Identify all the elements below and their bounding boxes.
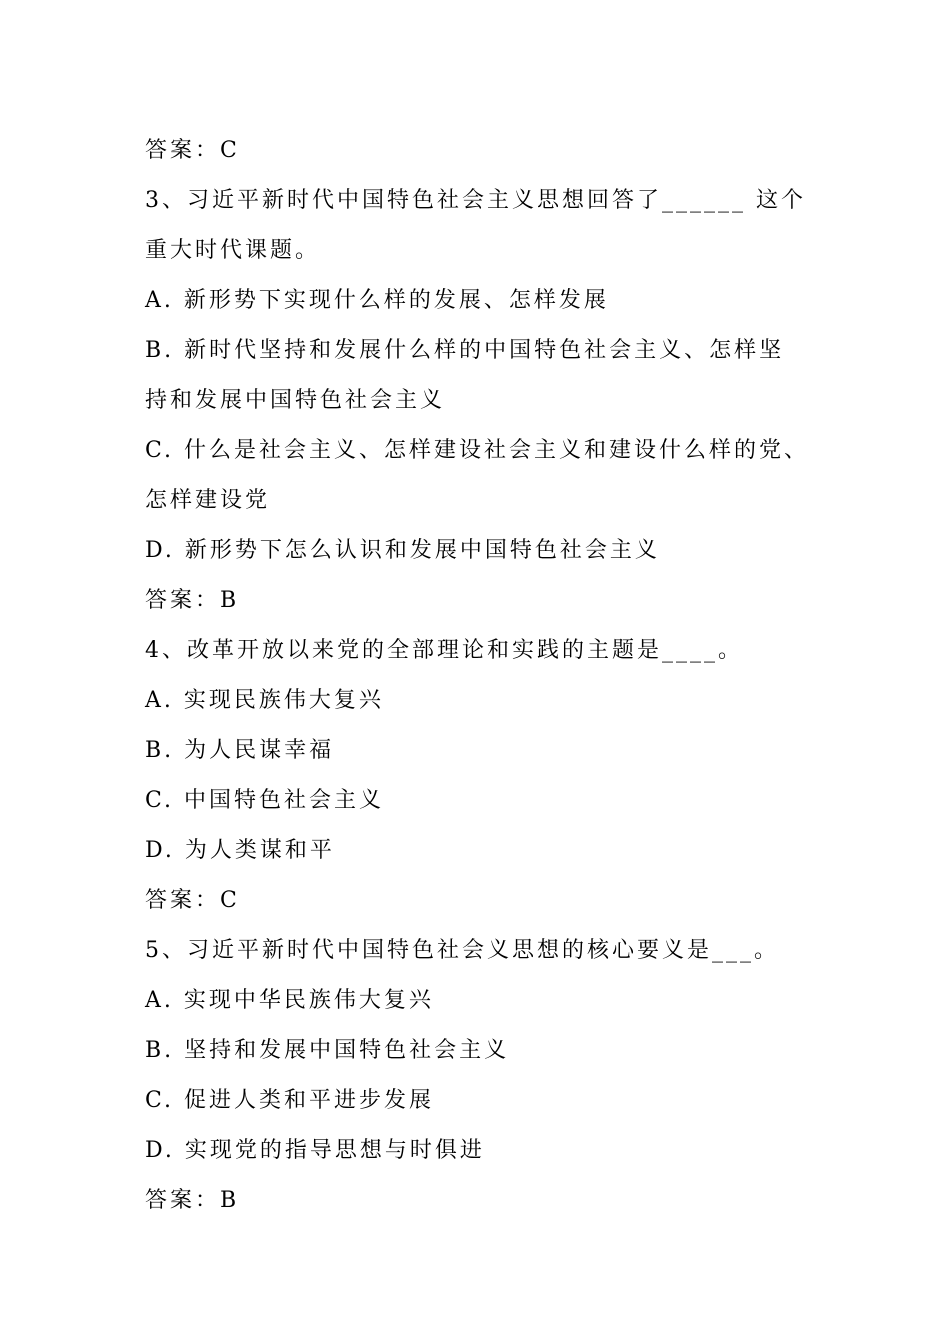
question-4-option-a: A. 实现民族伟大复兴 (145, 688, 384, 713)
question-3-line-1: 3、习近平新时代中国特色社会主义思想回答了______ 这个 (145, 188, 806, 213)
question-4-text: 4、改革开放以来党的全部理论和实践的主题是____。 (145, 638, 743, 663)
question-3-option-c-line-2: 怎样建设党 (145, 488, 271, 513)
question-3-option-d: D. 新形势下怎么认识和发展中国特色社会主义 (145, 538, 660, 563)
question-5-option-b: B. 坚持和发展中国特色社会主义 (145, 1038, 510, 1063)
question-3-option-a: A. 新形势下实现什么样的发展、怎样发展 (145, 288, 609, 313)
question-3-option-b-line-2: 持和发展中国特色社会主义 (145, 388, 446, 413)
question-3-option-c-line-1: C. 什么是社会主义、怎样建设社会主义和建设什么样的党、 (145, 438, 810, 463)
question-5-answer: 答案：B (145, 1188, 240, 1213)
question-3-option-b-line-1: B. 新时代坚持和发展什么样的中国特色社会主义、怎样坚 (145, 338, 785, 363)
question-4-option-b: B. 为人民谋幸福 (145, 738, 335, 763)
question-3-line-2: 重大时代课题。 (145, 238, 321, 263)
question-4-answer: 答案：C (145, 888, 240, 913)
question-4-option-c: C. 中国特色社会主义 (145, 788, 385, 813)
quiz-content (145, 126, 835, 1226)
question-4-option-d: D. 为人类谋和平 (145, 838, 335, 863)
question-5-text: 5、习近平新时代中国特色社会义思想的核心要义是___。 (145, 938, 779, 963)
question-5-option-d: D. 实现党的指导思想与时俱进 (145, 1138, 485, 1163)
question-5-option-c: C. 促进人类和平进步发展 (145, 1088, 435, 1113)
question-5-option-a: A. 实现中华民族伟大复兴 (145, 988, 434, 1013)
answer-line: 答案：C (145, 138, 240, 163)
question-3-answer: 答案：B (145, 588, 240, 613)
